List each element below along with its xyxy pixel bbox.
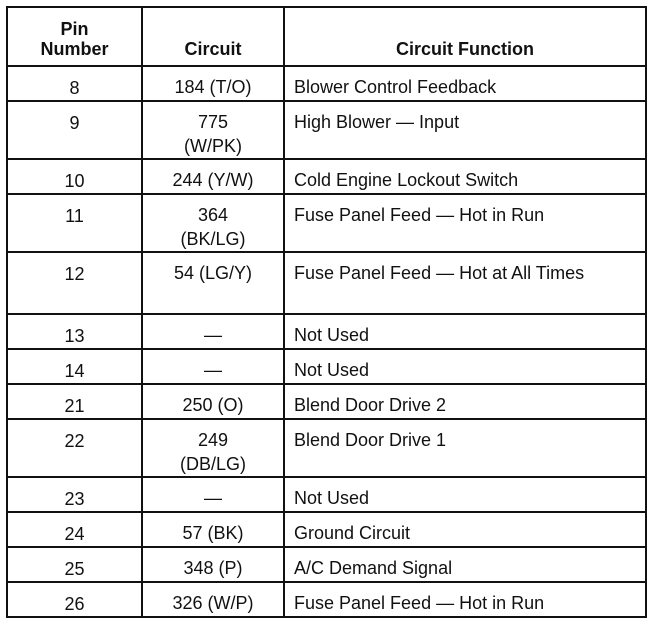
circuit-function-cell: Cold Engine Lockout Switch — [284, 159, 646, 194]
circuit-line: 57 (BK) — [182, 523, 244, 543]
circuit-function-cell: Fuse Panel Feed — Hot in Run — [284, 582, 646, 617]
header-pin-number — [7, 7, 142, 66]
header-pin-line1: Pin — [60, 19, 89, 39]
circuit-cell — [142, 101, 284, 159]
circuit-cell — [142, 477, 284, 512]
pin-number-cell: 11 — [7, 194, 142, 252]
circuit-function-cell: Not Used — [284, 314, 646, 349]
circuit-cell — [142, 419, 284, 477]
table-body — [7, 66, 646, 617]
table-row — [7, 66, 646, 101]
circuit-line: 364 — [197, 205, 229, 225]
circuit-cell — [142, 512, 284, 547]
circuit-function-cell: Not Used — [284, 349, 646, 384]
pin-number-cell: 24 — [7, 512, 142, 547]
pin-number-cell: 13 — [7, 314, 142, 349]
circuit-function-cell: Blower Control Feedback — [284, 66, 646, 101]
pin-number-cell: 14 — [7, 349, 142, 384]
pin-number-cell: 21 — [7, 384, 142, 419]
table-row — [7, 547, 646, 582]
circuit-line: — — [204, 325, 222, 345]
circuit-cell — [142, 194, 284, 252]
pin-number-cell: 8 — [7, 66, 142, 101]
circuit-cell — [142, 66, 284, 101]
pin-number-cell: 22 — [7, 419, 142, 477]
pin-number-cell: 23 — [7, 477, 142, 512]
table-row — [7, 159, 646, 194]
circuit-cell — [142, 547, 284, 582]
header-circuit: Circuit — [142, 7, 284, 66]
circuit-line: 348 (P) — [183, 558, 243, 578]
pin-number-cell: 12 — [7, 252, 142, 314]
circuit-line: 54 (LG/Y) — [173, 263, 253, 283]
circuit-function-cell: Blend Door Drive 1 — [284, 419, 646, 477]
circuit-cell — [142, 349, 284, 384]
circuit-function-cell: High Blower — Input — [284, 101, 646, 159]
pin-number-cell: 10 — [7, 159, 142, 194]
table-row — [7, 384, 646, 419]
header-circuit-function: Circuit Function — [284, 7, 646, 66]
circuit-cell — [142, 159, 284, 194]
circuit-line: 326 (W/P) — [172, 593, 254, 613]
circuit-line: 250 (O) — [182, 395, 244, 415]
table-row — [7, 477, 646, 512]
circuit-cell — [142, 252, 284, 314]
circuit-line: — — [204, 360, 222, 380]
circuit-line: (W/PK) — [184, 136, 242, 156]
table-row — [7, 512, 646, 547]
circuit-line: (BK/LG) — [180, 229, 246, 249]
circuit-line: 249 — [197, 430, 229, 450]
circuit-cell — [142, 384, 284, 419]
pin-number-cell: 9 — [7, 101, 142, 159]
table-row — [7, 582, 646, 617]
table-row — [7, 194, 646, 252]
circuit-cell — [142, 314, 284, 349]
circuit-function-cell: A/C Demand Signal — [284, 547, 646, 582]
circuit-function-cell: Fuse Panel Feed — Hot in Run — [284, 194, 646, 252]
table-row — [7, 101, 646, 159]
circuit-line: (DB/LG) — [179, 454, 246, 474]
circuit-line: 775 — [197, 112, 229, 132]
circuit-function-cell: Not Used — [284, 477, 646, 512]
circuit-line: 184 (T/O) — [174, 77, 252, 97]
table-row — [7, 349, 646, 384]
pin-number-cell: 25 — [7, 547, 142, 582]
table-row — [7, 419, 646, 477]
header-pin-line2: Number — [40, 39, 109, 59]
pin-circuit-table — [6, 6, 647, 618]
table-row — [7, 252, 646, 314]
pin-number-cell: 26 — [7, 582, 142, 617]
circuit-line: 244 (Y/W) — [172, 170, 254, 190]
circuit-cell — [142, 582, 284, 617]
circuit-function-cell: Blend Door Drive 2 — [284, 384, 646, 419]
table-row — [7, 314, 646, 349]
header-row — [7, 7, 646, 66]
circuit-line: — — [204, 488, 222, 508]
circuit-function-cell: Fuse Panel Feed — Hot at All Times — [284, 252, 646, 314]
circuit-function-cell: Ground Circuit — [284, 512, 646, 547]
